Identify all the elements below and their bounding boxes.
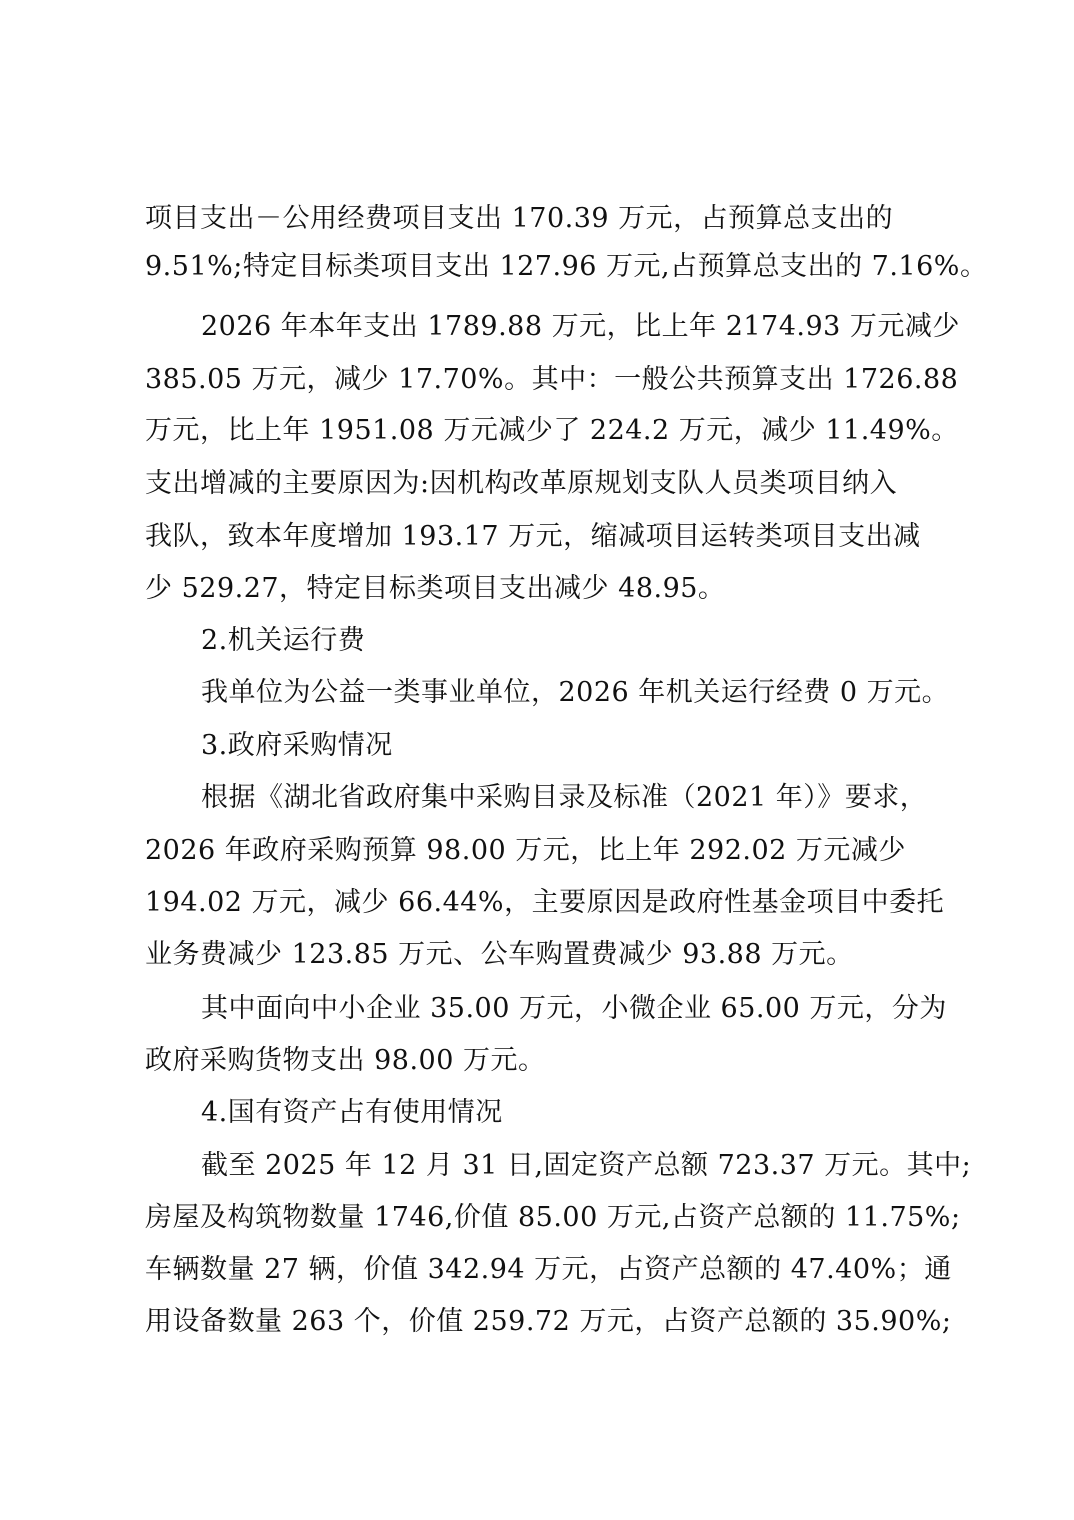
text-line: 业务费减少 123.85 万元、公车购置费减少 93.88 万元。 bbox=[145, 939, 854, 970]
text-line: 项目支出－公用经费项目支出 170.39 万元，占预算总支出的 bbox=[145, 203, 894, 234]
text-line: 2026 年本年支出 1789.88 万元，比上年 2174.93 万元减少 bbox=[201, 311, 960, 342]
text-line: 194.02 万元，减少 66.44%，主要原因是政府性基金项目中委托 bbox=[145, 887, 945, 918]
text-line: 房屋及构筑物数量 1746,价值 85.00 万元,占资产总额的 11.75%; bbox=[145, 1202, 961, 1233]
text-line: 用设备数量 263 个，价值 259.72 万元，占资产总额的 35.90%; bbox=[145, 1306, 952, 1337]
text-line: 根据《湖北省政府集中采购目录及标准（2021 年）》要求， bbox=[201, 782, 928, 813]
text-line: 政府采购货物支出 98.00 万元。 bbox=[145, 1045, 546, 1076]
text-line: 其中面向中小企业 35.00 万元，小微企业 65.00 万元，分为 bbox=[201, 993, 947, 1024]
section-heading: 2.机关运行费 bbox=[201, 625, 366, 656]
text-line: 万元，比上年 1951.08 万元减少了 224.2 万元，减少 11.49%。 bbox=[145, 415, 959, 446]
section-heading: 3.政府采购情况 bbox=[201, 730, 393, 761]
text-line: 截至 2025 年 12 月 31 日,固定资产总额 723.37 万元。其中; bbox=[201, 1150, 972, 1181]
section-heading: 4.国有资产占有使用情况 bbox=[201, 1097, 503, 1128]
text-line: 支出增减的主要原因为:因机构改革原规划支队人员类项目纳入 bbox=[145, 468, 898, 499]
text-line: 少 529.27，特定目标类项目支出减少 48.95。 bbox=[145, 573, 726, 604]
text-line: 我队，致本年度增加 193.17 万元，缩减项目运转类项目支出减 bbox=[145, 521, 921, 552]
text-line: 车辆数量 27 辆，价值 342.94 万元，占资产总额的 47.40%；通 bbox=[145, 1254, 952, 1285]
text-line: 385.05 万元，减少 17.70%。其中：一般公共预算支出 1726.88 bbox=[145, 364, 959, 395]
text-line: 9.51%;特定目标类项目支出 127.96 万元,占预算总支出的 7.16%。 bbox=[145, 251, 988, 282]
text-line: 我单位为公益一类事业单位，2026 年机关运行经费 0 万元。 bbox=[201, 677, 950, 708]
text-line: 2026 年政府采购预算 98.00 万元，比上年 292.02 万元减少 bbox=[145, 835, 906, 866]
